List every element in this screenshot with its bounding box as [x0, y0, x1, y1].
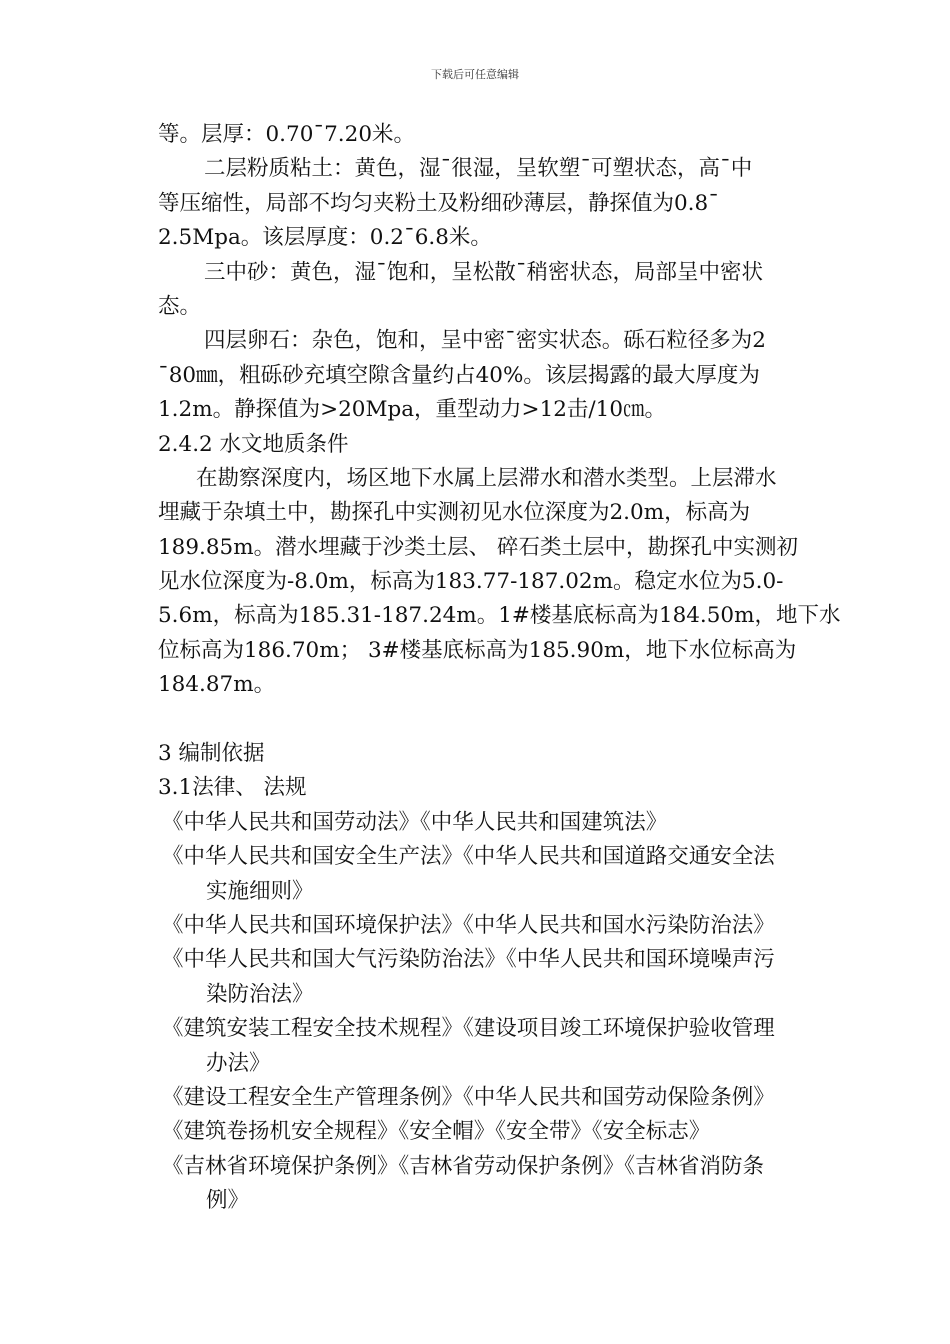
paragraph-line: 在勘察深度内，场区地下水属上层滞水和潜水类型。上层滞水	[196, 465, 777, 491]
law-list-item-continued: 染防治法》	[206, 981, 314, 1007]
section-heading: 2.4.2 水文地质条件	[158, 431, 349, 457]
law-list-item: 《中华人民共和国环境保护法》《中华人民共和国水污染防治法》	[162, 912, 775, 938]
blank-line	[158, 703, 838, 737]
paragraph-line: 态。	[158, 293, 202, 319]
paragraph-line: 等压缩性，局部不均匀夹粉土及粉细砂薄层，静探值为0.8¯	[158, 190, 719, 216]
paragraph-line: 见水位深度为-8.0m，标高为183.77-187.02m。稳定水位为5.0-	[158, 569, 784, 595]
paragraph-line: 四层卵石：杂色，饱和，呈中密¯密实状态。砾石粒径多为2	[204, 328, 766, 354]
document-body	[158, 118, 841, 1219]
law-list-item: 《中华人民共和国安全生产法》《中华人民共和国道路交通安全法	[162, 844, 775, 870]
law-list-item: 《中华人民共和国劳动法》《中华人民共和国建筑法》	[162, 809, 668, 835]
paragraph-line: 189.85m。潜水埋藏于沙类土层、 碎石类土层中，勘探孔中实测初	[158, 534, 798, 560]
law-list-item: 《建筑卷扬机安全规程》《安全帽》《安全带》《安全标志》	[162, 1119, 711, 1145]
paragraph-line: 位标高为186.70m； 3#楼基底标高为185.90m，地下水位标高为	[158, 637, 797, 663]
law-list-item-continued: 实施细则》	[206, 878, 314, 904]
paragraph-line: 1.2m。静探值为>20Mpa，重型动力>12击/10㎝。	[158, 397, 667, 423]
subsection-heading: 3.1法律、 法规	[158, 775, 307, 801]
law-list-item: 《建筑安装工程安全技术规程》《建设项目竣工环境保护验收管理	[162, 1016, 775, 1042]
law-list-item-continued: 例》	[206, 1188, 250, 1214]
paragraph-line: 等。层厚：0.70¯7.20米。	[158, 122, 415, 147]
paragraph-line: 三中砂：黄色，湿¯饱和，呈松散¯稍密状态，局部呈中密状	[204, 259, 764, 285]
page-header: 下载后可任意编辑	[431, 68, 519, 81]
paragraph-line: 2.5Mpa。该层厚度：0.2¯6.8米。	[158, 225, 492, 251]
paragraph-line: 埋藏于杂填土中，勘探孔中实测初见水位深度为2.0m，标高为	[158, 500, 751, 526]
section-heading: 3 编制依据	[158, 741, 265, 767]
law-list-item: 《建设工程安全生产管理条例》《中华人民共和国劳动保险条例》	[162, 1084, 775, 1110]
paragraph-line: 二层粉质粘土：黄色，湿¯很湿，呈软塑¯可塑状态，高¯中	[204, 156, 753, 182]
paragraph-line: ¯80㎜，粗砾砂充填空隙含量约占40%。该层揭露的最大厚度为	[158, 362, 760, 388]
law-list-item: 《中华人民共和国大气污染防治法》《中华人民共和国环境噪声污	[162, 947, 775, 973]
law-list-item: 《吉林省环境保护条例》《吉林省劳动保护条例》《吉林省消防条	[162, 1153, 765, 1179]
law-list-item-continued: 办法》	[206, 1050, 271, 1076]
paragraph-line: 184.87m。	[158, 672, 276, 698]
paragraph-line: 5.6m，标高为185.31-187.24m。1#楼基底标高为184.50m，地下水	[158, 603, 841, 629]
